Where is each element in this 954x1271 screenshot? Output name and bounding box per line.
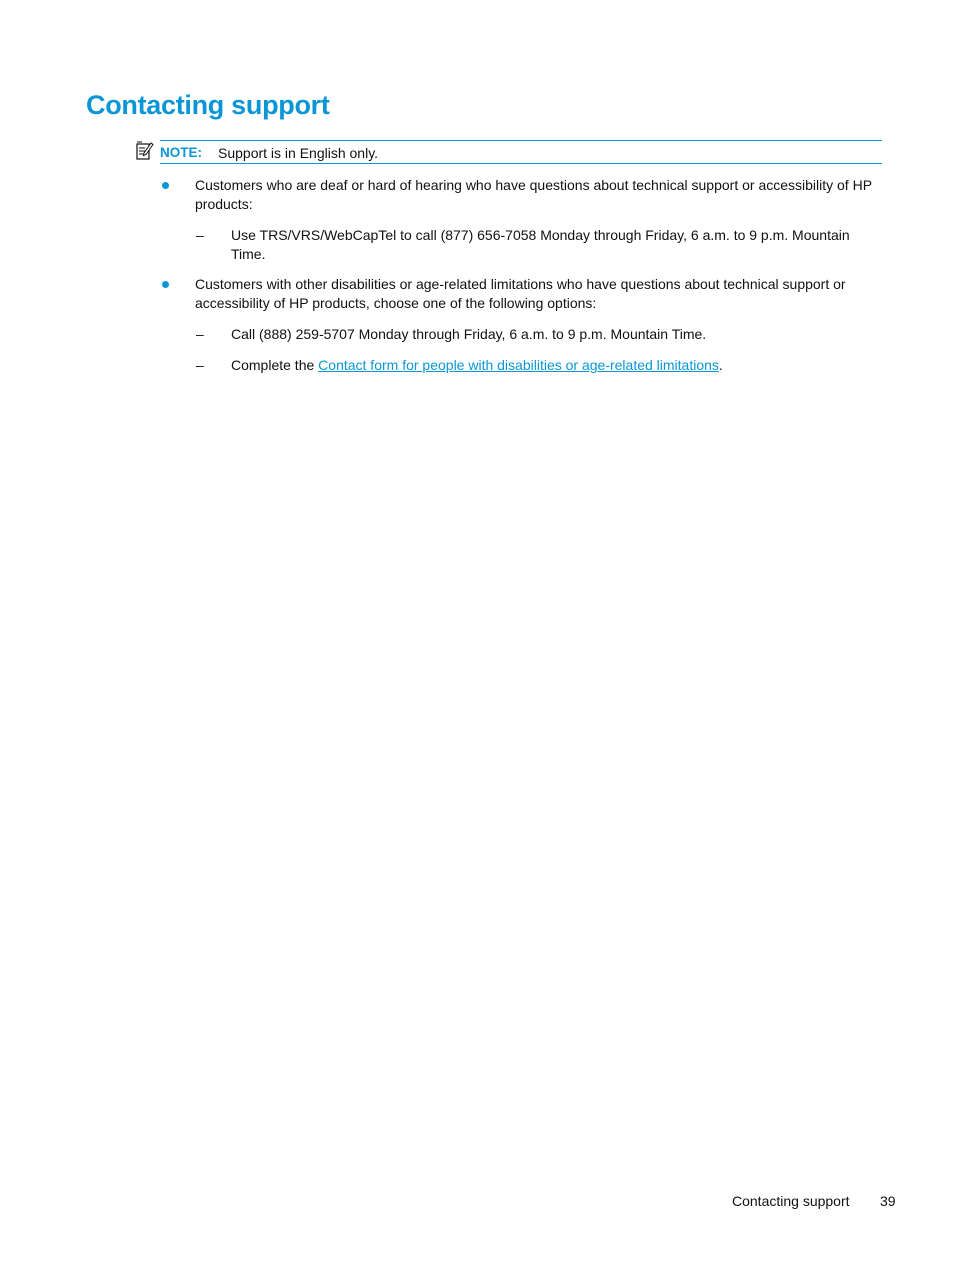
bullet-icon: [162, 281, 169, 288]
dash-marker: –: [196, 326, 204, 342]
note-label: NOTE:: [160, 145, 202, 160]
footer-section-title: Contacting support: [732, 1193, 850, 1209]
dash-marker: –: [196, 357, 204, 373]
bullet-icon: [162, 182, 169, 189]
sub-item-text: Use TRS/VRS/WebCapTel to call (877) 656-7058 Monday through Friday, 6 a.m. to 9 p.m. Mountain Time.: [231, 227, 850, 262]
note-icon: [136, 141, 154, 161]
sub-item-text: [231, 356, 886, 375]
note-text: Support is in English only.: [218, 145, 379, 161]
dash-marker: –: [196, 227, 204, 243]
sub-item-prefix: Complete the: [231, 357, 319, 373]
note-box: [160, 140, 882, 164]
footer-page-number: 39: [880, 1193, 896, 1209]
bullet-text: Customers who are deaf or hard of hearing who have questions about technical support or accessibility of HP products:: [195, 177, 872, 212]
bullet-text: Customers with other disabilities or age-related limitations who have questions about technical support or accessibility of HP products, choose one of the following options:: [195, 276, 846, 311]
sub-item-suffix: .: [718, 357, 723, 373]
sub-item-text: Call (888) 259-5707 Monday through Friday, 6 a.m. to 9 p.m. Mountain Time.: [231, 326, 707, 342]
page-title: Contacting support: [86, 90, 330, 120]
contact-form-link[interactable]: Contact form for people with disabilities or age-related limitations: [318, 357, 719, 373]
